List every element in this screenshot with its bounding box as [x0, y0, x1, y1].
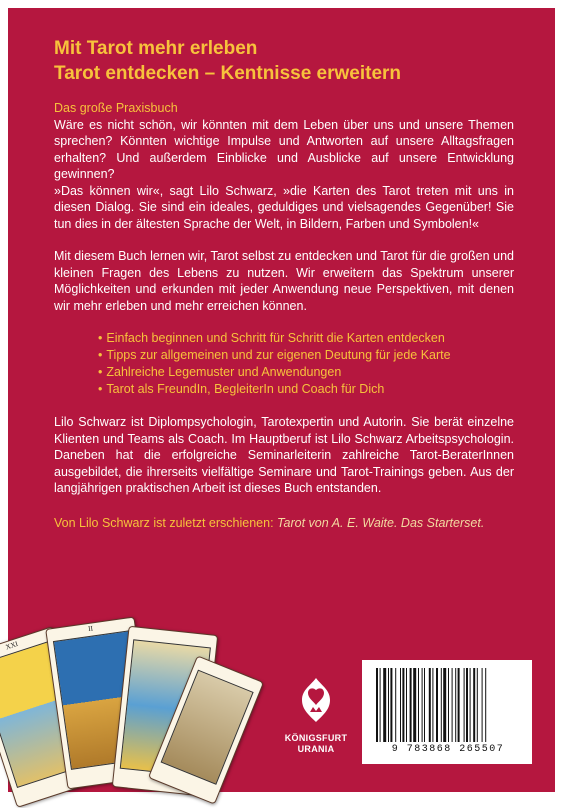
barcode-bar	[443, 668, 446, 742]
feature-list	[98, 330, 514, 398]
other-publication-title: Tarot von A. E. Waite. Das Starterset.	[277, 515, 485, 530]
barcode-bar	[441, 668, 442, 742]
barcode-bar	[466, 668, 468, 742]
barcode-bar	[470, 668, 471, 742]
barcode-bar	[429, 668, 431, 742]
barcode-bar	[482, 668, 483, 742]
barcode-bar	[458, 668, 460, 742]
barcode-bar	[395, 668, 396, 742]
barcode-bar	[418, 668, 419, 742]
body-paragraph: Mit diesem Buch lernen wir, Tarot selbst zu entdecken und Tarot für die großen und kleinen Fragen des Lebens zu nutzen. Wir erweitern das Spektrum unserer Möglichkeiten und erkunden mit jeder Anwendung neue Perspektiven, mit denen wir mehr erleben und mehr erreichen können.	[54, 249, 514, 313]
barcode-bar	[383, 668, 386, 742]
author-bio: Lilo Schwarz ist Diplompsychologin, Tarotexpertin und Autorin. Sie berät einzelne Klienten und Teams als Coach. Im Hauptberuf ist Lilo Schwarz Arbeitspsychologin. Daneben hat die erfolgreiche Seminarleiterin zahlreiche Tarot-BeraterInnen ausgebildet, die ihrerseits vielfältige Seminare und Tarot-Trainings geben. Aus der langjährigen praktischen Arbeit ist dieses Buch entstanden.	[54, 415, 514, 495]
feature-item: • Zahlreiche Legemuster und Anwendungen	[98, 364, 514, 381]
isbn-number: 9 783868 265507	[391, 744, 505, 755]
barcode-bar	[477, 668, 478, 742]
subheading: Das große Praxisbuch	[54, 101, 178, 115]
barcode-bar	[388, 668, 389, 742]
feature-item: • Einfach beginnen und Schritt für Schritt die Karten entdecken	[98, 330, 514, 347]
barcode-bar	[410, 668, 412, 742]
barcode-bar	[432, 668, 433, 742]
barcode-bar	[473, 668, 475, 742]
publisher-name-line-2: URANIA	[297, 744, 335, 754]
card-number: II	[87, 624, 94, 634]
tarot-cards-illustration	[4, 608, 238, 792]
feature-item: • Tarot als FreundIn, BegleiterIn und Coach für Dich	[98, 381, 514, 398]
barcode-bar	[380, 668, 381, 742]
barcode-bar	[402, 668, 404, 742]
barcode-bar	[448, 668, 449, 742]
barcode-bar	[390, 668, 392, 742]
card-number: XXI	[4, 639, 19, 652]
barcode-bar	[452, 668, 453, 742]
headline-line-2: Tarot entdecken – Kentnisse erweitern	[54, 63, 402, 84]
book-back-cover	[4, 8, 555, 792]
barcode-bar	[464, 668, 465, 742]
barcode-bar	[436, 668, 438, 742]
barcode-bars	[376, 668, 522, 742]
headline-line-1: Mit Tarot mehr erleben	[54, 38, 258, 59]
barcode-bar	[455, 668, 456, 742]
heart-crown-icon	[296, 676, 336, 724]
publisher-logo	[276, 676, 356, 755]
isbn-barcode	[362, 660, 532, 764]
barcode-bar	[376, 668, 378, 742]
intro-paragraph-1: Wäre es nicht schön, wir könnten mit dem Leben über uns und unsere Themen sprechen? Könnten wichtige Impulse und Antworten auf unsere Alltagsfragen erhalten? Und außerdem Einblicke und Ausblicke auf unsere Entwicklung gewinnen?	[54, 117, 514, 181]
barcode-bar	[406, 668, 407, 742]
feature-item: • Tipps zur allgemeinen und zur eigenen Deutung für jede Karte	[98, 347, 514, 364]
intro-paragraph-2: »Das können wir«, sagt Lilo Schwarz, »die Karten des Tarot treten mit uns in diesen Dialog. Sie sind ein ideales, geduldiges und vielsagendes Gegenüber! Sie tun dies in der ältesten Sprache der Welt, in Bildern, Farben und Symbolen!«	[54, 183, 514, 231]
cover-text	[54, 36, 514, 531]
publisher-name-line-1: KÖNIGSFURT	[284, 733, 348, 743]
other-publications	[54, 515, 514, 532]
barcode-bar	[422, 668, 423, 742]
barcode-bar	[485, 668, 486, 742]
barcode-bar	[413, 668, 416, 742]
barcode-bar	[400, 668, 401, 742]
other-publications-prefix: Von Lilo Schwarz ist zuletzt erschienen:	[54, 515, 278, 530]
barcode-bar	[424, 668, 425, 742]
